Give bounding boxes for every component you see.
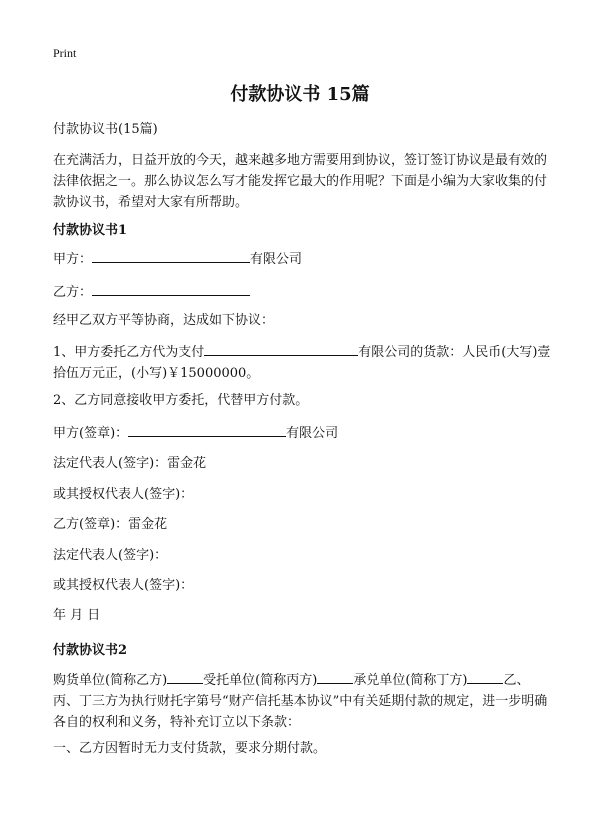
party-a-suffix: 有限公司 <box>250 252 303 267</box>
section2-item-1: 一、乙方因暂时无力支付货款，要求分期付款。 <box>53 741 327 756</box>
document-title: 付款协议书 15篇 <box>230 84 370 105</box>
party-a-label: 甲方： <box>53 252 93 267</box>
sign-a-line <box>53 422 338 444</box>
clause-1 <box>53 341 553 384</box>
s2-blank-1 <box>167 669 203 684</box>
section2-paragraph <box>53 669 553 733</box>
section1-heading: 付款协议书1 <box>53 223 128 238</box>
s2-part3: 承兑单位(简称丁方) <box>353 673 468 688</box>
legal-rep-b: 法定代表人(签字)： <box>53 548 168 563</box>
s2-blank-3 <box>467 669 503 684</box>
s2-blank-2 <box>317 669 353 684</box>
party-b-label: 乙方： <box>53 285 93 300</box>
intro-paragraph: 在充满活力，日益开放的今天，越来越多地方需要用到协议，签订签订协议是最有效的法律依据之一。那么协议怎么写才能发挥它最大的作用呢？下面是小编为大家收集的付款协议书，希望对大家有所帮助。 <box>53 153 548 210</box>
clause1-prefix: 1、甲方委托乙方代为支付 <box>53 345 205 360</box>
clause1-blank <box>204 341 358 356</box>
party-b-blank <box>92 281 250 296</box>
sign-b: 乙方(签章)：雷金花 <box>53 517 168 532</box>
sign-a-blank <box>128 422 286 437</box>
auth-rep-b: 或其授权代表人(签字)： <box>53 578 194 593</box>
clause-2: 2、乙方同意接收甲方委托，代替甲方付款。 <box>53 393 309 408</box>
section2-heading: 付款协议书2 <box>53 643 128 658</box>
sign-a-label: 甲方(签章)： <box>53 426 129 441</box>
s2-part2: 受托单位(简称丙方) <box>203 673 318 688</box>
s2-part4: 乙、丙、丁三方为执行财托字第号“财产信托基本协议”中有关延期付款的规定，进一步明确各自的权利和义务，特补充订立以下条款： <box>53 673 548 730</box>
party-a-blank <box>92 248 250 263</box>
print-link[interactable]: Print <box>53 46 77 60</box>
document-subtitle: 付款协议书(15篇) <box>53 122 158 137</box>
sign-a-suffix: 有限公司 <box>286 426 339 441</box>
s2-part1: 购货单位(简称乙方) <box>53 673 168 688</box>
auth-rep-a: 或其授权代表人(签字)： <box>53 487 194 502</box>
party-b-line <box>53 281 250 303</box>
party-a-line <box>53 248 302 270</box>
legal-rep-a: 法定代表人(签字)：雷金花 <box>53 456 207 471</box>
date-line: 年 月 日 <box>53 608 101 623</box>
clause1-suffix: 有限公司的货款：人民币(大写)壹拾伍万元正，(小写)￥15000000。 <box>53 345 551 381</box>
agreement-line: 经甲乙双方平等协商，达成如下协议： <box>53 313 275 328</box>
